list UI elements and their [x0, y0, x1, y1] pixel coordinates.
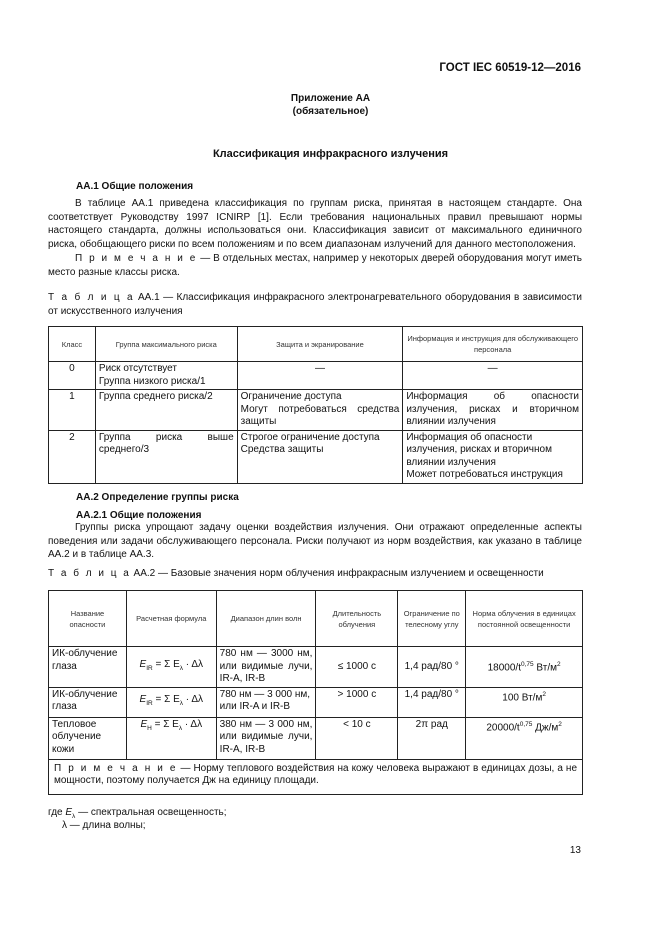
table1-header-group: Группа максимального риска: [95, 327, 237, 362]
note-text: — В отдельных местах, например у некоторых дверей оборудования могут иметь место разные классы риска.: [48, 253, 582, 278]
table-row: [49, 647, 583, 688]
table-aa1: [48, 326, 583, 484]
table2-header-duration: Длительность облучения: [316, 591, 398, 647]
note-label: П р и м е ч а н и е: [75, 253, 198, 264]
table1-cell: 2: [49, 430, 96, 483]
table-row: [49, 390, 583, 431]
table1-cell: —: [403, 362, 583, 390]
table2-note: [49, 759, 583, 794]
table2-header-hazard: Название опасности: [49, 591, 127, 647]
table-row: [49, 717, 583, 759]
table1-cell: Группа риска выше среднего/3: [95, 430, 237, 483]
table-row: [49, 687, 583, 717]
table2-header-formula: Расчетная формула: [126, 591, 216, 647]
table1-header-protection: Защита и экранирование: [237, 327, 403, 362]
norm-cell: $18000/t^{0,75}$ $Вт/м^2$: [466, 647, 583, 688]
table2-cell: 2π рад: [398, 717, 466, 759]
table2-cell: 380 нм — 3 000 нм, или видимые лучи, IR-A, IR-B: [216, 717, 316, 759]
norm-cell: $20000/t^{0,75}$ $Дж/м^2$: [466, 717, 583, 759]
formula-cell: $E_H = \Sigma$ $E_\lambda \cdot \Delta\lambda$: [126, 717, 216, 759]
note-text: — Норму теплового воздействия на кожу человека выражают в единицах дозы, а не мощности, поэтому получается Дж на единицу площади.: [54, 762, 578, 786]
table2-header-angle: Ограничение по телесному углу: [398, 591, 466, 647]
table2-header-range: Диапазон длин волн: [216, 591, 316, 647]
table1-cell: Группа среднего риска/2: [95, 390, 237, 431]
table-aa2: [48, 590, 583, 795]
table1-cell: Риск отсутствует Группа низкого риска/1: [95, 362, 237, 390]
table1-header-row: [49, 327, 583, 362]
legend-line-2: λ — длина волны;: [62, 820, 146, 831]
table2-note-row: [49, 759, 583, 794]
table1-cell: 1: [49, 390, 96, 431]
table2-cell: ИК-облучение глаза: [49, 647, 127, 688]
table2-cell: 1,4 рад/80 °: [398, 687, 466, 717]
page-number: 13: [569, 845, 581, 856]
standard-number: ГОСТ IEC 60519-12—2016: [439, 62, 581, 74]
table2-header-row: [49, 591, 583, 647]
table2-caption-text: АА.2 — Базовые значения норм облучения инфракрасным излучением и освещенности: [130, 568, 544, 579]
table1-header-info: Информация и инструкция для обслуживающего персонала: [403, 327, 583, 362]
table1-cell: Строгое ограничение доступа Средства защиты: [237, 430, 403, 483]
section-aa2-heading: АА.2 Определение группы риска: [76, 492, 239, 503]
section-aa21-heading: АА.2.1 Общие положения: [76, 510, 202, 521]
table2-cell: 1,4 рад/80 °: [398, 647, 466, 688]
table2-cell: Тепловое облучение кожи: [49, 717, 127, 759]
table1-caption: [48, 291, 582, 318]
table2-caption-label: Т а б л и ц а: [48, 568, 131, 579]
section-aa1-note: [48, 252, 582, 279]
table1-cell: Ограничение доступа Могут потребоваться средства защиты: [237, 390, 403, 431]
table2-cell: < 10 с: [316, 717, 398, 759]
formula-cell: $E_{IR} = \Sigma$ $E_\lambda \cdot \Delta\lambda$: [126, 687, 216, 717]
norm-cell: 100 $Вт/м^2$: [466, 687, 583, 717]
appendix-title: Приложение АА: [290, 93, 371, 104]
table2-cell: > 1000 с: [316, 687, 398, 717]
table1-cell: 0: [49, 362, 96, 390]
table-row: [49, 362, 583, 390]
table2-cell: 780 нм — 3 000 нм, или IR-A и IR-B: [216, 687, 316, 717]
table2-cell: ≤ 1000 с: [316, 647, 398, 688]
table2-caption: [48, 567, 582, 581]
table2-cell: ИК-облучение глаза: [49, 687, 127, 717]
table1-caption-text: АА.1 — Классификация инфракрасного электронагревательного оборудования в зависимости от искусственного излучения: [48, 292, 582, 317]
formula-cell: $E_{IR} = \Sigma$ $E_\lambda \cdot \Delta\lambda$: [126, 647, 216, 688]
note-label: П р и м е ч а н и е: [54, 762, 178, 774]
table2-header-norm: Норма облучения в единицах постоянной освещенности: [466, 591, 583, 647]
table1-header-class: Класс: [49, 327, 96, 362]
table1-cell: —: [237, 362, 403, 390]
section-aa1-heading: АА.1 Общие положения: [76, 181, 194, 192]
section-aa1-paragraph: В таблице АА.1 приведена классификация по группам риска, принятая в настоящем стандарте. Она соответствует Руководству 1997 ICNIRP [1]. Если требования национальных правил превышают нормы настоящего стандарта, должны использоваться они. Классификация зависит от максимального единичного риска, обобщающего риски по всем положениям и по всем диапазонам излучений для данного местоположения.: [48, 198, 582, 250]
main-title: Классификация инфракрасного излучения: [212, 148, 449, 160]
table2-cell: 780 нм — 3000 нм, или видимые лучи, IR-A, IR-B: [216, 647, 316, 688]
table1-caption-label: Т а б л и ц а: [48, 292, 135, 303]
table1-cell: Информация об опасности излучения, рисках и вторичном влиянии излучения Может потребоваться инструкция: [403, 430, 583, 483]
section-aa21-paragraph: Группы риска упрощают задачу оценки воздействия излучения. Они отражают определенные аспекты поведения или задачи обслуживающего персонала. Риски получают из норм воздействия, как указано в таблице АА.2 и в таблице АА.3.: [48, 522, 582, 560]
appendix-status: (обязательное): [292, 106, 369, 117]
table-row: [49, 430, 583, 483]
legend-line-1: где $E_\lambda$ — спектральная освещенность;: [48, 807, 227, 820]
table1-cell: Информация об опасности излучения, рисках и вторичном влиянии излучения: [403, 390, 583, 431]
